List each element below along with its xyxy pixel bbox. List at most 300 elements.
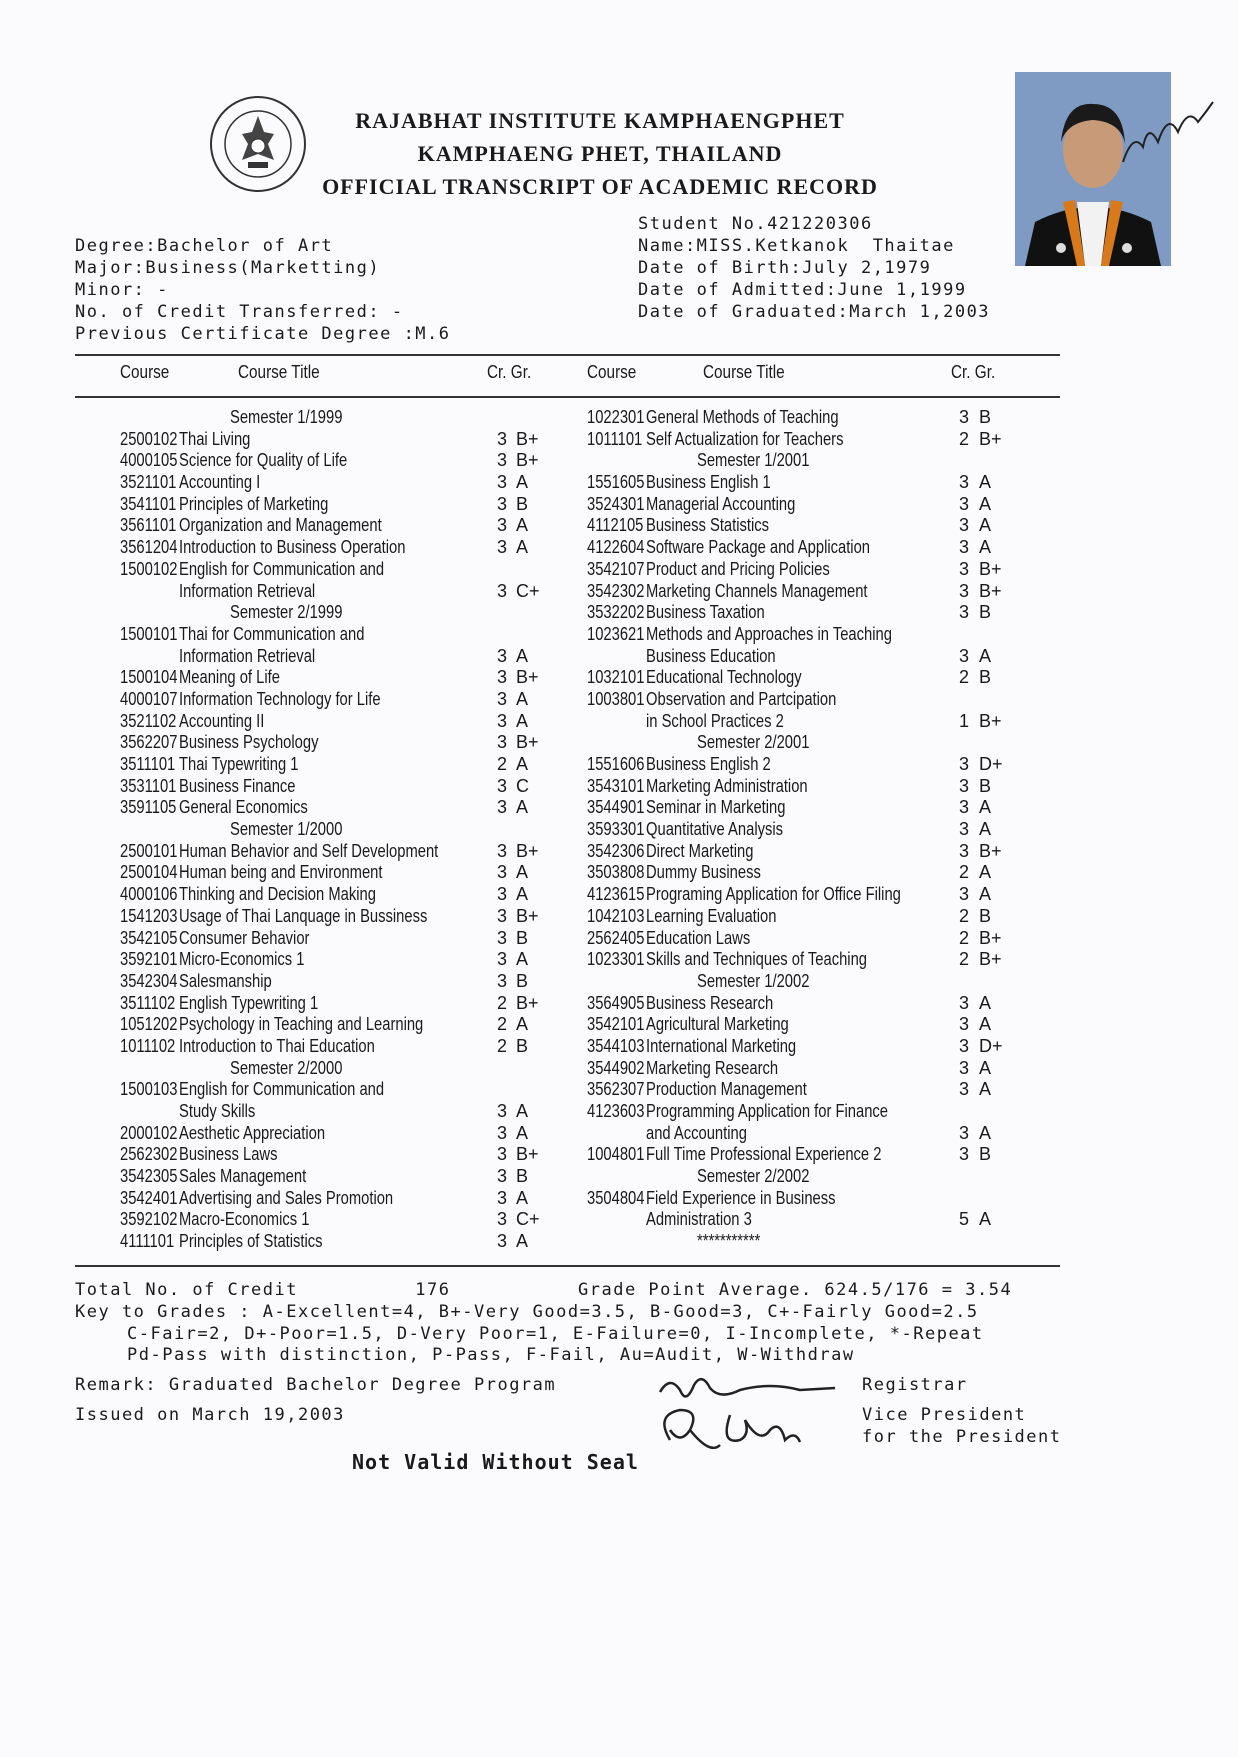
course-row [587, 993, 1027, 1015]
course-code: 3511102 [120, 992, 176, 1013]
course-row [587, 754, 1027, 776]
course-title: Dummy Business [646, 862, 761, 883]
course-row [120, 646, 560, 668]
course-grade: A [516, 710, 529, 731]
course-code: 4000107 [120, 688, 178, 709]
course-grade: B [979, 775, 992, 796]
course-row [120, 1231, 560, 1253]
course-title: Business English 2 [646, 754, 771, 774]
course-title: Skills and Techniques of Teaching [646, 949, 868, 970]
document-title: OFFICIAL TRANSCRIPT OF ACADEMIC RECORD [322, 174, 878, 199]
course-grade: A [516, 645, 529, 666]
semester-heading [120, 602, 560, 624]
course-grade: C [516, 775, 529, 796]
course-credit: 3 [959, 1057, 970, 1078]
course-title: Thinking and Decision Making [179, 884, 376, 905]
course-row [587, 711, 1027, 733]
course-row [120, 732, 560, 754]
date-of-birth: Date of Birth:July 2,1979 [638, 258, 932, 278]
course-grade: B+ [979, 710, 1002, 731]
course-title: and Accounting [646, 1122, 747, 1143]
course-grade: B+ [516, 732, 539, 753]
course-credit: 3 [959, 1144, 970, 1165]
not-valid-notice: Not Valid Without Seal [352, 1450, 639, 1474]
header-course-left: Course [120, 362, 170, 382]
course-title: Field Experience in Business [646, 1187, 836, 1208]
course-row [120, 776, 560, 798]
course-title: Study Skills [179, 1101, 256, 1121]
course-title: Business Finance [179, 775, 296, 796]
semester-heading [587, 732, 1027, 754]
course-credit: 3 [497, 710, 508, 731]
course-code: 3542304 [120, 970, 178, 991]
course-title: Information Retrieval [179, 645, 316, 666]
course-credit: 3 [497, 1144, 508, 1165]
course-grade: C+ [516, 580, 540, 601]
course-row [587, 624, 1027, 646]
course-grade: B+ [979, 927, 1002, 948]
course-grade: A [516, 754, 529, 774]
course-grade: A [516, 515, 529, 536]
degree-info [75, 235, 451, 345]
course-code: 4111101 [120, 1231, 175, 1252]
course-title: Thai Living [179, 428, 251, 449]
course-title: English for Communication and [179, 558, 385, 579]
course-title: Programing Application for Office Filing [646, 884, 901, 905]
course-code: 1042103 [587, 905, 645, 926]
course-row [587, 1188, 1027, 1210]
course-row [120, 1036, 560, 1058]
course-grade: A [516, 1122, 529, 1143]
course-title: Principles of Marketing [179, 493, 329, 514]
header-crgr-left: Cr. Gr. [487, 362, 532, 382]
course-credit: 3 [959, 1014, 970, 1035]
semester-label: Semester 1/2001 [697, 450, 810, 471]
semester-heading [120, 819, 560, 841]
course-credit: 3 [497, 862, 508, 883]
course-title: Thai Typewriting 1 [179, 754, 299, 774]
course-row [120, 1188, 560, 1210]
course-row [587, 776, 1027, 798]
course-credit: 3 [959, 819, 970, 840]
course-title: Principles of Statistics [179, 1231, 323, 1252]
semester-label: Semester 1/1999 [230, 407, 343, 427]
course-code: 1011102 [120, 1035, 176, 1056]
course-title: Psychology in Teaching and Learning [179, 1014, 424, 1035]
course-code: 2562302 [120, 1144, 178, 1165]
semester-label: *********** [697, 1231, 761, 1252]
course-title: Macro-Economics 1 [179, 1209, 310, 1230]
course-grade: B [979, 1144, 992, 1165]
course-row [587, 689, 1027, 711]
course-row [587, 602, 1027, 624]
grade-key-3: Pd-Pass with distinction, P-Pass, F-Fail, Au=Audit, W-Withdraw [127, 1345, 855, 1365]
course-code: 3521101 [120, 472, 177, 493]
course-grade: A [979, 1079, 992, 1100]
course-grade: A [979, 797, 992, 818]
course-credit: 2 [959, 949, 970, 970]
course-code: 2500102 [120, 428, 178, 449]
course-code: 3592102 [120, 1209, 178, 1230]
course-grade: A [979, 992, 992, 1013]
course-grade: A [979, 645, 992, 666]
course-code: 2000102 [120, 1122, 178, 1143]
course-credit: 3 [959, 537, 970, 558]
course-code: 4000106 [120, 884, 178, 905]
course-row [120, 472, 560, 494]
course-credit: 2 [959, 905, 970, 926]
course-row [587, 1036, 1027, 1058]
course-code: 1032101 [587, 667, 645, 688]
course-grade: A [979, 472, 992, 493]
course-code: 3564905 [587, 992, 645, 1013]
institute-seal [208, 94, 308, 194]
course-code: 3544901 [587, 797, 645, 818]
grade-key-1: Key to Grades : A-Excellent=4, B+-Very Good=3.5, B-Good=3, C+-Fairly Good=2.5 [75, 1302, 979, 1322]
major: Major:Business(Marketting) [75, 258, 381, 278]
course-code: 3503808 [587, 862, 645, 883]
course-row [120, 1209, 560, 1231]
course-row [120, 1014, 560, 1036]
course-code: 1551606 [587, 754, 645, 774]
course-title: Accounting II [179, 710, 265, 731]
course-credit: 3 [497, 797, 508, 818]
course-title: General Methods of Teaching [646, 407, 839, 427]
header-title-right: Course Title [703, 362, 785, 382]
course-code: 1500102 [120, 558, 178, 579]
course-title: Quantitative Analysis [646, 819, 784, 840]
course-title: English Typewriting 1 [179, 992, 319, 1013]
course-row [120, 906, 560, 928]
course-title: Direct Marketing [646, 840, 754, 861]
course-credit: 3 [959, 472, 970, 493]
course-credit: 2 [959, 927, 970, 948]
course-grade: A [979, 493, 992, 514]
course-title: Programming Application for Finance [646, 1101, 889, 1121]
course-credit: 3 [497, 970, 508, 991]
course-credit: 3 [959, 645, 970, 666]
course-credit: 3 [497, 949, 508, 970]
course-credit: 3 [959, 493, 970, 514]
course-row [120, 1166, 560, 1188]
course-code: 3591105 [120, 797, 177, 818]
semester-heading [587, 971, 1027, 993]
course-code: 1011101 [587, 428, 643, 449]
course-credit: 3 [959, 754, 970, 774]
title-block [300, 104, 900, 203]
course-row [120, 689, 560, 711]
course-credit: 3 [497, 732, 508, 753]
semester-heading [587, 450, 1027, 472]
course-credit: 3 [497, 472, 508, 493]
course-grade: C+ [516, 1209, 540, 1230]
course-grade: A [979, 862, 992, 883]
course-credit: 3 [959, 884, 970, 905]
course-grade: A [516, 1187, 529, 1208]
semester-label: Semester 1/2002 [697, 970, 810, 991]
course-title: Marketing Research [646, 1057, 779, 1078]
grade-key-2: C-Fair=2, D+-Poor=1.5, D-Very Poor=1, E-Failure=0, I-Incomplete, *-Repeat [127, 1324, 984, 1344]
institute-location: KAMPHAENG PHET, THAILAND [417, 141, 783, 166]
header-crgr-right: Cr. Gr. [951, 362, 996, 382]
course-title: Full Time Professional Experience 2 [646, 1144, 882, 1165]
course-code: 3542107 [587, 558, 645, 579]
course-row [120, 450, 560, 472]
student-name: Name:MISS.Ketkanok Thaitae [638, 236, 955, 256]
course-credit: 3 [959, 602, 970, 623]
course-credit: 3 [497, 927, 508, 948]
course-grade: B+ [979, 580, 1002, 601]
course-row [120, 862, 560, 884]
course-credit: 3 [959, 775, 970, 796]
course-code: 4122604 [587, 537, 645, 558]
course-grade: B [516, 1166, 529, 1187]
course-row [587, 1123, 1027, 1145]
minor: Minor: - [75, 280, 169, 300]
course-code: 1500104 [120, 667, 178, 688]
course-code: 3542401 [120, 1187, 178, 1208]
course-row [587, 646, 1027, 668]
course-column-right [587, 407, 1027, 1253]
course-row [587, 429, 1027, 451]
course-grade: A [516, 537, 529, 558]
course-grade: B+ [516, 667, 539, 688]
course-title: Observation and Partcipation [646, 688, 837, 709]
registrar-label: Registrar [862, 1375, 968, 1395]
course-credit: 2 [497, 1035, 508, 1056]
course-title: Consumer Behavior [179, 927, 310, 948]
course-credit: 3 [497, 1166, 508, 1187]
course-title: Business Taxation [646, 602, 765, 623]
course-grade: D+ [979, 1035, 1003, 1056]
course-credit: 2 [959, 428, 970, 449]
course-credit: 3 [497, 775, 508, 796]
course-credit: 3 [959, 558, 970, 579]
course-credit: 3 [497, 493, 508, 514]
course-row [120, 1123, 560, 1145]
course-title: Aesthetic Appreciation [179, 1122, 326, 1143]
course-grade: B+ [516, 428, 539, 449]
institute-name: RAJABHAT INSTITUTE KAMPHAENGPHET [355, 108, 845, 133]
total-credit: Total No. of Credit 176 [75, 1280, 451, 1300]
course-title: Organization and Management [179, 515, 382, 536]
course-grade: A [979, 1057, 992, 1078]
vice-president-label: Vice President [862, 1405, 1027, 1425]
course-row [120, 993, 560, 1015]
course-code: 3524301 [587, 493, 645, 514]
course-code: 3592101 [120, 949, 178, 970]
course-code: 3544103 [587, 1035, 645, 1056]
course-row [587, 472, 1027, 494]
course-title: International Marketing [646, 1035, 797, 1056]
photo-signature [1118, 92, 1218, 172]
course-code: 1051202 [120, 1014, 178, 1035]
course-credit: 3 [497, 884, 508, 905]
course-row [120, 494, 560, 516]
course-title: in School Practices 2 [646, 710, 784, 731]
course-row [587, 1058, 1027, 1080]
course-row [587, 581, 1027, 603]
course-credit: 3 [497, 667, 508, 688]
course-title: Business Statistics [646, 515, 770, 536]
course-grade: B [516, 1035, 529, 1056]
course-title: Product and Pricing Policies [646, 558, 830, 579]
course-grade: A [516, 1231, 529, 1252]
course-code: 1003801 [587, 688, 645, 709]
course-credit: 3 [959, 407, 970, 427]
course-grade: A [979, 1014, 992, 1035]
course-credit: 3 [497, 905, 508, 926]
course-row [587, 841, 1027, 863]
course-grade: A [979, 537, 992, 558]
course-credit: 3 [497, 688, 508, 709]
course-grade: A [516, 862, 529, 883]
course-credit: 2 [959, 667, 970, 688]
course-title: Sales Management [179, 1166, 307, 1187]
course-code: 3544902 [587, 1057, 645, 1078]
for-president-label: for the President [862, 1427, 1062, 1447]
course-credit: 3 [497, 1101, 508, 1121]
course-title: Business Laws [179, 1144, 278, 1165]
course-credit: 3 [959, 797, 970, 818]
course-grade: B [979, 667, 992, 688]
course-row [120, 559, 560, 581]
course-code: 3542101 [587, 1014, 645, 1035]
semester-label: Semester 1/2000 [230, 819, 343, 840]
course-grade: B [979, 905, 992, 926]
course-code: 3504804 [587, 1187, 645, 1208]
course-credit: 3 [497, 537, 508, 558]
course-grade: B+ [979, 428, 1002, 449]
course-code: 1500103 [120, 1079, 178, 1100]
course-row [120, 624, 560, 646]
course-credit: 3 [959, 515, 970, 536]
course-code: 3562207 [120, 732, 178, 753]
course-grade: B+ [516, 1144, 539, 1165]
course-credit: 3 [959, 992, 970, 1013]
course-credit: 2 [959, 862, 970, 883]
course-credit: 3 [959, 1035, 970, 1056]
course-title: Methods and Approaches in Teaching [646, 623, 892, 644]
course-title: Introduction to Business Operation [179, 537, 406, 558]
course-grade: B+ [979, 558, 1002, 579]
issued-date: Issued on March 19,2003 [75, 1405, 345, 1425]
course-row [587, 1014, 1027, 1036]
course-credit: 3 [497, 515, 508, 536]
course-row [587, 819, 1027, 841]
course-row [120, 667, 560, 689]
course-code: 1004801 [587, 1144, 645, 1165]
course-grade: A [516, 1014, 529, 1035]
course-grade: B [516, 493, 529, 514]
course-code: 3542306 [587, 840, 645, 861]
course-grade: A [516, 688, 529, 709]
course-credit: 1 [959, 710, 970, 731]
semester-label: Semester 2/2001 [697, 732, 810, 753]
course-grade: B+ [516, 840, 539, 861]
grade-point-average: Grade Point Average. 624.5/176 = 3.54 [578, 1280, 1013, 1300]
course-code: 1500101 [120, 623, 178, 644]
course-row [120, 841, 560, 863]
course-title: Business Research [646, 992, 774, 1013]
course-grade: A [979, 515, 992, 536]
course-row [587, 515, 1027, 537]
course-title: Educational Technology [646, 667, 802, 688]
degree: Degree:Bachelor of Art [75, 236, 334, 256]
course-grade: A [979, 1122, 992, 1143]
course-title: Science for Quality of Life [179, 450, 348, 471]
course-title: Production Management [646, 1079, 807, 1100]
course-row [120, 711, 560, 733]
course-title: Meaning of Life [179, 667, 280, 688]
course-row [120, 928, 560, 950]
course-row [587, 797, 1027, 819]
course-grade: B [979, 602, 992, 623]
course-code: 4123603 [587, 1101, 645, 1121]
course-title: English for Communication and [179, 1079, 385, 1100]
semester-heading [120, 407, 560, 429]
course-grade: B+ [979, 949, 1002, 970]
course-title: Human Behavior and Self Development [179, 840, 439, 861]
course-row [587, 949, 1027, 971]
course-row [587, 906, 1027, 928]
course-title: Usage of Thai Lanquage in Bussiness [179, 905, 428, 926]
course-credit: 3 [497, 840, 508, 861]
course-code: 3542302 [587, 580, 645, 601]
course-row [120, 754, 560, 776]
table-top-rule [75, 354, 1060, 356]
course-credit: 3 [497, 1122, 508, 1143]
course-title: Human being and Environment [179, 862, 383, 883]
course-title: Business Education [646, 645, 776, 666]
course-credit: 3 [497, 580, 508, 601]
course-grade: A [516, 797, 529, 818]
course-grade: A [979, 1209, 992, 1230]
course-row [120, 971, 560, 993]
course-code: 3541101 [120, 493, 177, 514]
course-code: 4123615 [587, 884, 645, 905]
course-code: 3593301 [587, 819, 645, 840]
course-row [587, 928, 1027, 950]
course-row [120, 429, 560, 451]
course-grade: A [516, 949, 529, 970]
course-row [120, 884, 560, 906]
course-credit: 3 [497, 1231, 508, 1252]
course-row [587, 407, 1027, 429]
course-grade: A [516, 884, 529, 905]
course-credit: 3 [497, 450, 508, 471]
course-row [587, 537, 1027, 559]
course-credit: 3 [959, 1122, 970, 1143]
course-code: 3532202 [587, 602, 645, 623]
course-code: 3562307 [587, 1079, 645, 1100]
course-grade: A [516, 472, 529, 493]
date-admitted: Date of Admitted:June 1,1999 [638, 280, 967, 300]
course-credit: 3 [497, 1187, 508, 1208]
course-title: Education Laws [646, 927, 751, 948]
course-credit: 3 [959, 580, 970, 601]
course-title: Business Psychology [179, 732, 319, 753]
course-credit: 2 [497, 1014, 508, 1035]
course-credit: 3 [959, 840, 970, 861]
course-row [587, 667, 1027, 689]
course-title: Software Package and Application [646, 537, 871, 558]
course-row [120, 515, 560, 537]
course-grade: A [516, 1101, 529, 1121]
credit-transferred: No. of Credit Transferred: - [75, 302, 404, 322]
course-code: 3542305 [120, 1166, 178, 1187]
course-title: Business English 1 [646, 472, 771, 493]
